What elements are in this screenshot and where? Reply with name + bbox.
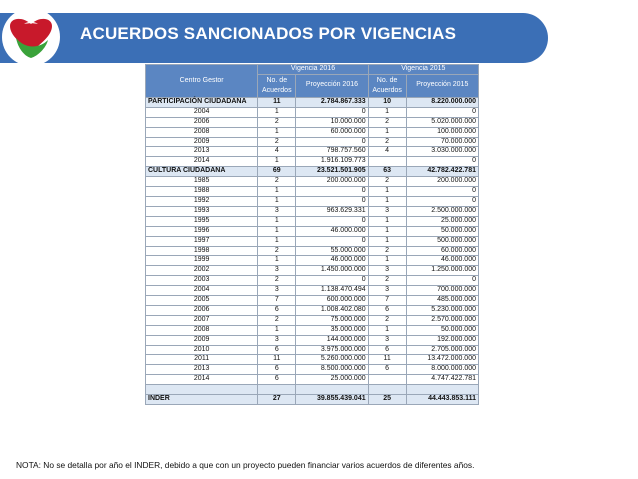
- spacer-cell: [296, 385, 368, 395]
- proyeccion-2016: 3.975.000.000: [296, 345, 368, 355]
- proyeccion-2016: 0: [296, 236, 368, 246]
- group-label: CULTURA CIUDADANA: [146, 167, 258, 177]
- acuerdos-2016: 2: [258, 137, 296, 147]
- proyeccion-2015: 8.000.000.000: [406, 365, 478, 375]
- acuerdos-2016: 2: [258, 315, 296, 325]
- proyeccion-2015: 50.000.000: [406, 325, 478, 335]
- acuerdos-2015: 63: [368, 167, 406, 177]
- table-row: [146, 206, 479, 216]
- proyeccion-2016: 0: [296, 196, 368, 206]
- year-cell: 2004: [146, 107, 258, 117]
- proyeccion-2015: 200.000.000: [406, 177, 478, 187]
- acuerdos-2015: 2: [368, 137, 406, 147]
- col-proyeccion-2015: Proyección 2015: [406, 74, 478, 97]
- table-row: [146, 355, 479, 365]
- acuerdos-2016: 1: [258, 127, 296, 137]
- spacer-cell: [368, 385, 406, 395]
- col-proyeccion-2016: Proyección 2016: [296, 74, 368, 97]
- table-row: [146, 196, 479, 206]
- year-cell: 1992: [146, 196, 258, 206]
- acuerdos-2015: 7: [368, 296, 406, 306]
- proyeccion-2016: 200.000.000: [296, 177, 368, 187]
- year-cell: 2014: [146, 157, 258, 167]
- spacer-cell: [146, 385, 258, 395]
- proyeccion-2015: 13.472.000.000: [406, 355, 478, 365]
- col-vigencia-2015: Vigencia 2015: [368, 65, 478, 75]
- proyeccion-2016: 60.000.000: [296, 127, 368, 137]
- proyeccion-2015: 0: [406, 107, 478, 117]
- acuerdos-2015: 3: [368, 286, 406, 296]
- proyeccion-2015: 0: [406, 196, 478, 206]
- acuerdos-2016: 7: [258, 296, 296, 306]
- acuerdos-2016: 2: [258, 117, 296, 127]
- proyeccion-2016: 0: [296, 216, 368, 226]
- table-row: [146, 187, 479, 197]
- proyeccion-2016: 2.784.867.333: [296, 97, 368, 107]
- year-cell: 1998: [146, 246, 258, 256]
- year-cell: 2013: [146, 147, 258, 157]
- proyeccion-2015: 1.250.000.000: [406, 266, 478, 276]
- acuerdos-2015: 1: [368, 127, 406, 137]
- table-row: [146, 177, 479, 187]
- table-body: [146, 65, 479, 405]
- year-cell: 2006: [146, 117, 258, 127]
- acuerdos-2015: 3: [368, 335, 406, 345]
- table-row: [146, 345, 479, 355]
- group-label: INDER: [146, 395, 258, 405]
- proyeccion-2015: 5.230.000.000: [406, 305, 478, 315]
- proyeccion-2016: 23.521.501.905: [296, 167, 368, 177]
- acuerdos-2015: [368, 375, 406, 385]
- proyeccion-2016: 0: [296, 187, 368, 197]
- acuerdos-2015: 1: [368, 196, 406, 206]
- proyeccion-2016: 600.000.000: [296, 296, 368, 306]
- acuerdos-2016: 6: [258, 305, 296, 315]
- year-cell: 2008: [146, 325, 258, 335]
- acuerdos-2016: 1: [258, 187, 296, 197]
- acuerdos-2016: 4: [258, 147, 296, 157]
- acuerdos-2015: 2: [368, 117, 406, 127]
- year-cell: 2002: [146, 266, 258, 276]
- heart-logo-icon: [2, 8, 60, 66]
- proyeccion-2016: 0: [296, 137, 368, 147]
- acuerdos-2015: 1: [368, 187, 406, 197]
- acuerdos-2016: 69: [258, 167, 296, 177]
- proyeccion-2016: 10.000.000: [296, 117, 368, 127]
- table-row: [146, 286, 479, 296]
- year-cell: 2005: [146, 296, 258, 306]
- proyeccion-2015: 50.000.000: [406, 226, 478, 236]
- acuerdos-2016: 6: [258, 365, 296, 375]
- proyeccion-2016: 8.500.000.000: [296, 365, 368, 375]
- acuerdos-2015: 2: [368, 315, 406, 325]
- year-cell: 1997: [146, 236, 258, 246]
- proyeccion-2015: 700.000.000: [406, 286, 478, 296]
- proyeccion-2015: 2.570.000.000: [406, 315, 478, 325]
- acuerdos-2015: 6: [368, 365, 406, 375]
- proyeccion-2016: 5.260.000.000: [296, 355, 368, 365]
- year-cell: 2007: [146, 315, 258, 325]
- year-cell: 2006: [146, 305, 258, 315]
- acuerdos-2015: 10: [368, 97, 406, 107]
- acuerdos-2015: 6: [368, 305, 406, 315]
- proyeccion-2016: 75.000.000: [296, 315, 368, 325]
- acuerdos-2016: 3: [258, 206, 296, 216]
- proyeccion-2016: 46.000.000: [296, 226, 368, 236]
- proyeccion-2015: 0: [406, 276, 478, 286]
- acuerdos-2015: 2: [368, 177, 406, 187]
- table-row: [146, 276, 479, 286]
- acuerdos-2016: 6: [258, 375, 296, 385]
- acuerdos-2016: 1: [258, 236, 296, 246]
- acuerdos-2016: 3: [258, 286, 296, 296]
- table-row: [146, 246, 479, 256]
- table-row: [146, 375, 479, 385]
- proyeccion-2015: 8.220.000.000: [406, 97, 478, 107]
- col-no-acuerdos-2015: No. de Acuerdos: [368, 74, 406, 97]
- acuerdos-2016: 11: [258, 97, 296, 107]
- proyeccion-2015: 3.030.000.000: [406, 147, 478, 157]
- acuerdos-2015: 2: [368, 276, 406, 286]
- table-row: [146, 315, 479, 325]
- proyeccion-2016: 35.000.000: [296, 325, 368, 335]
- acuerdos-2016: 1: [258, 107, 296, 117]
- spacer-cell: [406, 385, 478, 395]
- table-row: [146, 296, 479, 306]
- table-row: [146, 117, 479, 127]
- acuerdos-2015: 25: [368, 395, 406, 405]
- year-cell: 2003: [146, 276, 258, 286]
- proyeccion-2015: 192.000.000: [406, 335, 478, 345]
- table-row: [146, 226, 479, 236]
- acuerdos-2016: 2: [258, 177, 296, 187]
- agreements-table: [145, 64, 479, 405]
- acuerdos-2016: 27: [258, 395, 296, 405]
- year-cell: 1999: [146, 256, 258, 266]
- acuerdos-2016: 1: [258, 196, 296, 206]
- logo: [2, 8, 60, 66]
- acuerdos-2015: 3: [368, 206, 406, 216]
- proyeccion-2015: 25.000.000: [406, 216, 478, 226]
- proyeccion-2016: 0: [296, 276, 368, 286]
- proyeccion-2015: 42.782.422.781: [406, 167, 478, 177]
- proyeccion-2016: 1.916.109.773: [296, 157, 368, 167]
- proyeccion-2015: 0: [406, 187, 478, 197]
- proyeccion-2015: 70.000.000: [406, 137, 478, 147]
- proyeccion-2016: 144.000.000: [296, 335, 368, 345]
- table-row: [146, 216, 479, 226]
- year-cell: 2009: [146, 137, 258, 147]
- year-cell: 1988: [146, 187, 258, 197]
- table-row: [146, 256, 479, 266]
- table-row: [146, 127, 479, 137]
- group-row-participacion: [146, 97, 479, 107]
- proyeccion-2015: 100.000.000: [406, 127, 478, 137]
- group-row-cultura: [146, 167, 479, 177]
- year-cell: 2011: [146, 355, 258, 365]
- proyeccion-2015: 0: [406, 157, 478, 167]
- acuerdos-2015: 3: [368, 266, 406, 276]
- year-cell: 2010: [146, 345, 258, 355]
- acuerdos-2015: 1: [368, 256, 406, 266]
- header-row-1: [146, 65, 479, 75]
- table-row: [146, 147, 479, 157]
- acuerdos-2016: 6: [258, 345, 296, 355]
- col-centro-gestor: Centro Gestor: [146, 65, 258, 98]
- proyeccion-2016: 55.000.000: [296, 246, 368, 256]
- proyeccion-2016: 46.000.000: [296, 256, 368, 266]
- acuerdos-2015: 6: [368, 345, 406, 355]
- proyeccion-2015: 46.000.000: [406, 256, 478, 266]
- year-cell: 1995: [146, 216, 258, 226]
- year-cell: 2008: [146, 127, 258, 137]
- spacer-row: [146, 385, 479, 395]
- proyeccion-2016: 25.000.000: [296, 375, 368, 385]
- table-row: [146, 236, 479, 246]
- acuerdos-2015: 2: [368, 246, 406, 256]
- acuerdos-2015: [368, 157, 406, 167]
- year-cell: 2009: [146, 335, 258, 345]
- group-row-inder: [146, 395, 479, 405]
- acuerdos-2015: 1: [368, 216, 406, 226]
- acuerdos-2015: 1: [368, 226, 406, 236]
- proyeccion-2016: 39.855.439.041: [296, 395, 368, 405]
- acuerdos-2015: 1: [368, 325, 406, 335]
- table-row: [146, 266, 479, 276]
- table-row: [146, 157, 479, 167]
- acuerdos-2016: 3: [258, 266, 296, 276]
- proyeccion-2016: 1.138.470.494: [296, 286, 368, 296]
- year-cell: 2013: [146, 365, 258, 375]
- table-row: [146, 305, 479, 315]
- spacer-cell: [258, 385, 296, 395]
- acuerdos-2015: 1: [368, 107, 406, 117]
- acuerdos-2016: 1: [258, 157, 296, 167]
- year-cell: 1996: [146, 226, 258, 236]
- proyeccion-2015: 5.020.000.000: [406, 117, 478, 127]
- year-cell: 1993: [146, 206, 258, 216]
- proyeccion-2015: 2.500.000.000: [406, 206, 478, 216]
- proyeccion-2015: 500.000.000: [406, 236, 478, 246]
- acuerdos-2015: 1: [368, 236, 406, 246]
- acuerdos-2016: 1: [258, 325, 296, 335]
- acuerdos-2016: 1: [258, 256, 296, 266]
- table-row: [146, 365, 479, 375]
- proyeccion-2015: 44.443.853.111: [406, 395, 478, 405]
- col-no-acuerdos-2016: No. de Acuerdos: [258, 74, 296, 97]
- col-vigencia-2016: Vigencia 2016: [258, 65, 368, 75]
- acuerdos-2016: 3: [258, 335, 296, 345]
- table-row: [146, 325, 479, 335]
- acuerdos-2016: 1: [258, 226, 296, 236]
- year-cell: 1985: [146, 177, 258, 187]
- table-row: [146, 335, 479, 345]
- acuerdos-2016: 11: [258, 355, 296, 365]
- proyeccion-2015: 485.000.000: [406, 296, 478, 306]
- footnote: NOTA: No se detalla por año el INDER, debido a que con un proyecto pueden financiar varios acuerdos de diferentes años.: [16, 460, 475, 470]
- proyeccion-2016: 1.008.402.080: [296, 305, 368, 315]
- group-label: PARTICIPACIÓN CIUDADANA: [146, 97, 258, 107]
- acuerdos-2016: 2: [258, 246, 296, 256]
- table-row: [146, 107, 479, 117]
- proyeccion-2016: 798.757.560: [296, 147, 368, 157]
- year-cell: 2004: [146, 286, 258, 296]
- proyeccion-2015: 4.747.422.781: [406, 375, 478, 385]
- acuerdos-2016: 2: [258, 276, 296, 286]
- page-title: ACUERDOS SANCIONADOS POR VIGENCIAS: [80, 24, 457, 43]
- acuerdos-2015: 11: [368, 355, 406, 365]
- proyeccion-2015: 2.705.000.000: [406, 345, 478, 355]
- acuerdos-2016: 1: [258, 216, 296, 226]
- proyeccion-2016: 0: [296, 107, 368, 117]
- proyeccion-2016: 1.450.000.000: [296, 266, 368, 276]
- year-cell: 2014: [146, 375, 258, 385]
- table-row: [146, 137, 479, 147]
- acuerdos-2015: 4: [368, 147, 406, 157]
- proyeccion-2015: 60.000.000: [406, 246, 478, 256]
- proyeccion-2016: 963.629.331: [296, 206, 368, 216]
